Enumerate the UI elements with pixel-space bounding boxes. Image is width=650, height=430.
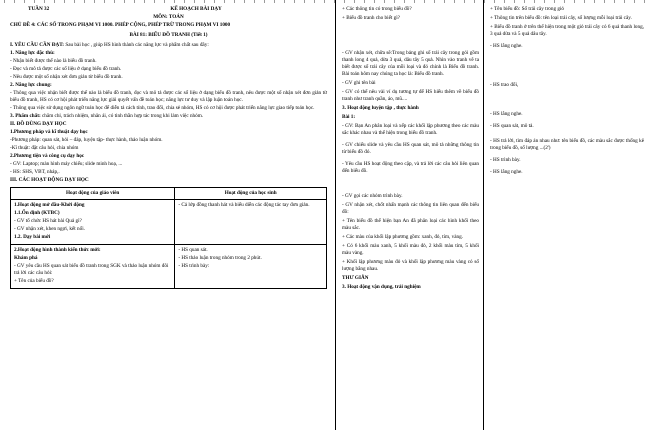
gv-line: - GV tổ chức HS hát bài Quả gì? xyxy=(14,218,82,225)
competency-specific-a: - Nhận biết được thế nào là biểu đồ tranh. xyxy=(10,57,97,64)
cell-teacher xyxy=(11,245,175,289)
hs-resp-line: + Tên biểu đồ: Số trái cây trong giỏ xyxy=(490,6,565,12)
hs-line: - HS thảo luận trong nhóm trong 2 phút. xyxy=(178,255,262,262)
table-body xyxy=(11,200,327,289)
cell-teacher xyxy=(11,200,175,245)
gv-line: Khám phá xyxy=(14,255,38,262)
mid-line: - Yêu cầu HS hoạt động theo cặp, và trả lời các câu hỏi liên quan đến biểu đồ. xyxy=(342,161,479,175)
competency-general-title: 2. Năng lực chung: xyxy=(10,81,52,88)
mid-line: + Có 6 khối màu xanh, 5 khối màu đỏ, 2 khối màu tím, 5 khối màu vàng. xyxy=(342,243,479,257)
spacer xyxy=(342,183,479,193)
table-row xyxy=(11,245,327,289)
table-row xyxy=(11,200,327,245)
cell-student xyxy=(175,245,327,289)
hs-resp-line: + Thông tin trên biểu đồ: tên loại trái cây, số lượng mỗi loại trái cây. xyxy=(490,15,632,22)
tools-gv: - GV: Laptop; màn hình máy chiếu; slide minh hoạ, ... xyxy=(10,161,123,168)
req-title-text: I. YÊU CẦU CẦN ĐẠT: xyxy=(10,41,65,48)
hs-resp-line: - HS trình bày. xyxy=(490,157,521,164)
col-header-student: Hoạt động của học sinh xyxy=(175,188,327,200)
tools-hs: - HS: SHS, VBT, nháp,. xyxy=(10,169,60,176)
mid-line: + Tên biểu đồ thể hiện bạn An đã phân loại các hình khối theo màu sắc. xyxy=(342,218,479,232)
spacer xyxy=(490,62,644,72)
methods-title: 1.Phương pháp và kĩ thuật dạy học xyxy=(10,128,88,135)
mid-line: - GV nhận xét, chữa sẽ:Trong bảng ghi số trái cây trong gói gồm thanh long 4 quả, dừa 3 quả, dâu tây 5 quả. Nhìn vào tranh vẽ ta biết được số trái cây của mỗi loại và đó chính là Biểu đồ tranh. Bài toán hôm nay chúng ta học là: Biểu đồ tranh. xyxy=(342,50,479,78)
section-activities-title: III. CÁC HOẠT ĐỘNG DẠY HỌC xyxy=(10,177,89,184)
plan-title: KẾ HOẠCH BÀI DẠY xyxy=(170,6,222,12)
hs-resp-line: - HS quan sát, mô tả. xyxy=(490,123,534,130)
spacer xyxy=(490,52,644,62)
hs-line: - HS trình bày: xyxy=(178,263,210,270)
gv-line: 1.2. Dạy bài mới xyxy=(14,234,51,241)
competency-specific-title: 1. Năng lực đặc thù: xyxy=(10,49,55,56)
gv-line: 1.1.Ổn định (KTBC) xyxy=(14,210,60,217)
apply-activity-title: 3. Hoạt động vận dụng, trải nghiệm xyxy=(342,284,421,291)
mid-line: - GV nhận xét, chốt nhấn mạnh các thông tin liên quan đến biểu đồ: xyxy=(342,202,479,216)
mid-line: - GV gọi các nhóm trình bày. xyxy=(342,193,403,200)
gv-line: + Tên của biểu đồ? xyxy=(14,278,54,285)
quality-line xyxy=(10,113,327,120)
middle-column xyxy=(335,0,483,430)
right-column xyxy=(483,0,650,430)
spacer xyxy=(490,72,644,82)
competency-specific-b: - Đọc và mô tả được các số liệu ở dạng biểu đồ tranh. xyxy=(10,65,122,72)
hs-resp-line: - HS trả lời, tìm đáp án nhau như: tên biểu đồ, các màu sắc được thống kê trong biểu đồ, số lượng ...(2') xyxy=(490,138,644,152)
mid-line: - GV chiếu slide và yêu cầu HS quan sát, mô tả những thông tin từ biểu đồ đó. xyxy=(342,142,479,156)
hs-resp-line: - HS trao đổi, xyxy=(490,82,519,89)
methods-b: -Kĩ thuật: đặt câu hỏi, chia nhóm xyxy=(10,145,79,151)
mid-line: + Các thông tin có trong biểu đồ? xyxy=(342,6,412,12)
competency-specific-c: - Nêu được một số nhận xét đơn giản từ biểu đồ tranh. xyxy=(10,73,123,80)
cell-student xyxy=(175,200,327,245)
col-header-teacher: Hoạt động của giáo viên xyxy=(11,188,175,200)
section-materials-title: II. ĐỒ DÙNG DẠY HỌC xyxy=(10,120,67,127)
gv-line: - GV nhận xét, khen ngợi, kết nối. xyxy=(14,226,85,233)
hs-line: - Cả lớp đồng thanh hát và biểu diễn các động tác tay đơn giản. xyxy=(178,202,310,209)
spacer xyxy=(490,91,644,101)
break-label: THƯ GIÃN xyxy=(342,275,369,282)
mid-line-practice-title: 3. Hoạt động luyện tập , thực hành xyxy=(342,105,419,112)
hs-resp-line: - HS lắng nghe. xyxy=(490,169,523,176)
quality-text: chăm chỉ, trách nhiệm, nhân ái, có tinh thần hợp tác trong khi làm việc nhóm. xyxy=(42,112,204,119)
mid-line: + Các màu của khối lập phương gồm: xanh, đỏ, tím, vàng. xyxy=(342,234,463,241)
gv-line: 2.Hoạt động hình thành kiến thức mới: xyxy=(14,247,101,254)
hs-line: - HS quan sát. xyxy=(178,247,208,254)
mid-line: + Biểu đồ tranh cho biết gì? xyxy=(342,15,400,22)
header-row xyxy=(10,6,327,13)
mid-line-exercise-title: Bài 1: xyxy=(342,114,356,121)
section-requirements-title xyxy=(10,42,327,49)
tools-title: 2.Phương tiện và công cụ dạy học xyxy=(10,153,85,160)
activities-table xyxy=(10,187,327,289)
subject-label: MÔN: TOÁN xyxy=(153,14,184,21)
lesson-title: BÀI 81: BIỂU ĐỒ TRANH (Tiết 1) xyxy=(129,31,208,38)
hs-resp-line: + Biểu đồ tranh ở trên thể hiện trong một giỏ trái cây có 6 quả thanh long, 3 quả dừa và 5 quả dâu tây. xyxy=(490,24,644,38)
mid-line: - GV: Bạn An phân loại và xếp các khối lập phương theo các màu sắc khác nhau và thể hiện trong biểu đồ tranh. xyxy=(342,123,479,137)
theme-label: CHỦ ĐỀ 4: CÁC SỐ TRONG PHẠM VI 1000. PHÉP CỘNG, PHÉP TRỪ TRONG PHẠM VI 1000 xyxy=(10,22,231,29)
gv-line: - GV yêu cầu HS quan sát biểu đồ tranh trong SGK và thảo luận nhóm đôi trả lời các câu hỏi: xyxy=(14,263,169,277)
spacer xyxy=(342,34,479,44)
methods-a: -Phương pháp: quan sát, hỏi – đáp, luyện tập- thực hành, thảo luận nhóm. xyxy=(10,136,163,143)
mid-line: - GV ghi tên bài xyxy=(342,80,376,87)
hs-resp-line: - HS lắng nghe. xyxy=(490,43,523,50)
mid-line: + Khối lập phương màu đỏ và khối lập phương màu vàng có số lượng bằng nhau. xyxy=(342,259,479,273)
week-label: TUẦN 32 xyxy=(28,6,50,12)
hs-resp-line: - HS lắng nghe. xyxy=(490,111,523,118)
spacer xyxy=(490,101,644,111)
table-header-row xyxy=(11,188,327,200)
gv-line: 1.Hoạt động mở đầu-Khởi động xyxy=(14,202,85,209)
mid-line: - GV có thể nêu vài ví dụ tương tự để HS hiểu thêm về biểu đồ tranh như tranh quần, áo, mũ.... xyxy=(342,89,479,103)
req-intro-text: Sau bài học , giúp HS hình thành các năng lực và phẩm chất sau đây: xyxy=(65,41,209,48)
competency-general-a: - Thông qua việc nhận biết được thế nào là biểu đồ tranh, đọc và mô tả được các số liệu ở dạng biểu đồ tranh, nêu được một số nhận xét đơn giản từ biểu đồ tranh, HS có cơ hội phát triển năng lực giải quyết vấn đề toán học; năng lực tư duy và lập luận toán học. xyxy=(10,89,327,103)
spacer xyxy=(342,24,479,34)
quality-title: 3. Phẩm chất: xyxy=(10,112,41,119)
competency-general-b: - Thông qua việc sử dụng ngôn ngữ toán học để diễn tả cách tính, trao đổi, chia sẻ nhóm, HS có cơ hội được phát triển năng lực giao tiếp toán học. xyxy=(10,104,315,111)
